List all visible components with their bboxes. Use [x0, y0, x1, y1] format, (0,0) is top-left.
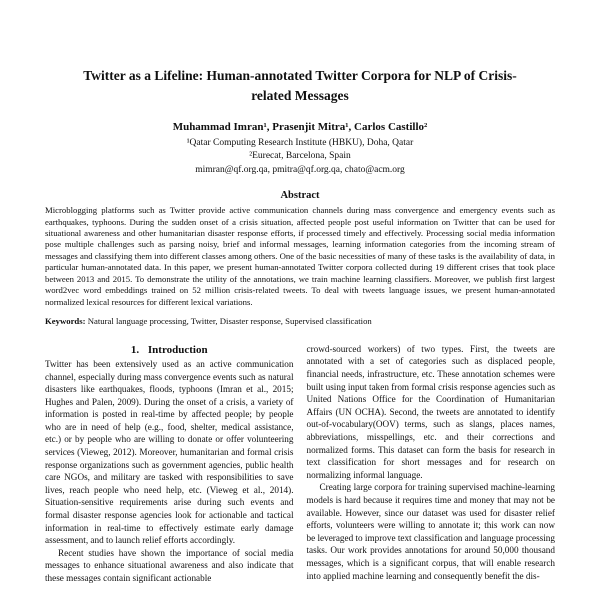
right-column-paragraph-1: crowd-sourced workers) of two types. First, the tweets are annotated with a set of categories such as displaced people, financial needs, infrastructure, etc. These annotation schemes were built using input taken from formal crisis response agencies such as United Nations Office for the Coordination of Humanitarian Affairs (UN OCHA). Second, the tweets are annotated to identify out-of-vocabulary(OOV) terms, such as slangs, places names, abbreviations, misspellings, etc. and their corrections and normalized forms. This dataset can form the basis for research in text classification for short messages and for research on normalizing informal language. — [306, 343, 556, 480]
authors-line: Muhammad Imran¹, Prasenjit Mitra¹, Carlos Castillo² — [172, 121, 428, 134]
affiliation-1: ¹Qatar Computing Research Institute (HBKU), Doha, Qatar — [186, 138, 414, 149]
abstract-text: Microblogging platforms such as Twitter provide active communication channels during mass convergence and emergency events such as earthquakes, typhoons. During the sudden onset of a crisis situation, affected people post useful information on Twitter that can be used for situational awareness and other humanitarian disaster response efforts, if processed timely and effectively. Processing social media information pose multiple challenges such as parsing noisy, brief and informal messages, learning information categories from the incoming stream of messages and classifying them into different classes among others. One of the basic necessities of many of these tasks is the availability of data, in particular human-annotated data. In this paper, we present human-annotated Twitter corpora collected during 19 different crises that took place between 2013 and 2015. To demonstrate the utility of the annotations, we train machine learning classifiers. Moreover, we publish first largest word2vec word embeddings trained on 52 million crisis-related tweets. To deal with tweets language issues, we present human-annotated normalized lexical resources for different lexical variations. — [45, 205, 555, 307]
keywords-label: Keywords: — [45, 316, 86, 327]
section-heading-introduction: 1. Introduction — [130, 343, 208, 356]
emails-line: mimran@qf.org.qa, pmitra@qf.org.qa, chato@acm.org — [195, 164, 405, 175]
right-column-paragraph-2: Creating large corpora for training supervised machine-learning models is hard because it requires time and money that may not be available. However, since our dataset was used for disaster relief efforts, volunteers were willing to annotate it; this work can now be leveraged to improve text classification and language processing tasks. Our work provides annotations for around 50,000 thousand messages, which is a significant corpus, that will enable research into applied machine learning and consequently benefit the dis- — [306, 482, 555, 581]
right-column — [307, 343, 556, 585]
two-column-body — [45, 343, 555, 585]
left-column — [45, 343, 294, 585]
left-column-paragraph-2: Recent studies have shown the importance of social media messages to enhance situational awareness and also indicate that these messages contain significant actionable — [45, 547, 294, 584]
abstract-heading: Abstract — [280, 190, 320, 202]
paper-title: Twitter as a Lifeline: Human-annotated Twitter Corpora for NLP of Crisis-related Messages — [83, 68, 517, 103]
keywords-text: Natural language processing, Twitter, Disaster response, Supervised classification — [87, 316, 372, 327]
affiliation-2: ²Eurecat, Barcelona, Spain — [249, 151, 351, 162]
keywords-line — [45, 316, 555, 327]
left-column-paragraph-1: Twitter has been extensively used as an active communication channel, especially during mass convergence events such as natural disasters like earthquakes, floods, typhoons (Imran et al., 2015; Hughes and Palen, 2009). During the onset of a crisis, a variety of information is posted in real-time by affected people; by people who are in need of help (e.g., food, shelter, medical assistance, etc.) or by people who are willing to donate or offer volunteering services (Vieweg, 2012). Moreover, humanitarian and formal crisis response organizations such as government agencies, public health care NGOs, and military are tasked with responsibilities to save lives, reach people who need help, etc. (Vieweg et al., 2014). Situation-sensitive requirements arise during such events and formal disaster response agencies look for actionable and tactical information in real-time to effectively estimate early damage assessment, and to launch relief efforts accordingly. — [45, 358, 294, 546]
